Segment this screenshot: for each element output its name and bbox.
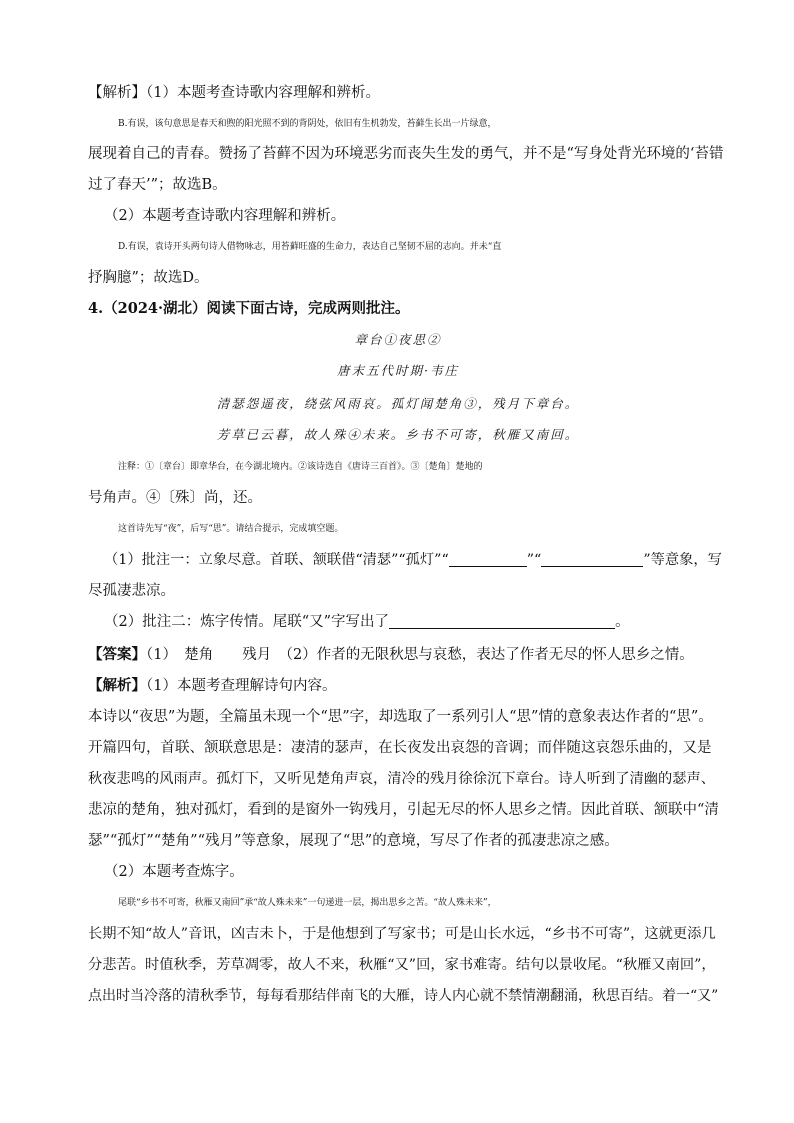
task-1-sep: ”“ — [526, 552, 542, 568]
q3-analysis-line-1: 【解析】（1）本题考查诗歌内容理解和辨析。 — [88, 85, 380, 101]
q3-analysis-line-7: 抒胸臆”；故选D。 — [88, 270, 209, 286]
task-2-text: （2）批注二：炼字传情。尾联“又”字写出了 — [104, 614, 390, 630]
notes-line-2: 号角声。④〔殊〕尚，还。 — [88, 490, 262, 506]
analysis-heading — [88, 676, 708, 696]
poem-line-1: 清瑟怨遥夜，绕弦风雨哀。孤灯闻楚角③，残月下章台。 — [216, 396, 580, 411]
instruction: 这首诗先写“夜”，后写“思”。请结合提示，完成填空题。 — [118, 524, 344, 534]
question-number: 4. — [88, 300, 104, 317]
task-1-text: （1）批注一：立象尽意。首联、颔联借“清瑟”“孤灯”“ — [104, 552, 449, 568]
poem-title: 章台①夜思② — [354, 332, 442, 347]
analysis-line-3: 秋夜悲鸣的风雨声。孤灯下，又听见楚角声哀，清冷的残月徐徐沉下章台。诗人听到了清幽的瑟声、 — [88, 771, 716, 787]
question-4-header — [88, 299, 708, 319]
notes-line-1: 注释：①〔章台〕即章华台，在今湖北境内。②该诗选自《唐诗三百首》。③〔楚角〕楚地的 — [118, 462, 483, 472]
task-1-tail: ”等意象，写 — [643, 552, 722, 568]
answer-line — [88, 645, 708, 665]
q3-analysis-line-6: D.有误，袁诗开头两句诗人借物咏志，用苔藓旺盛的生命力，表达自己坚韧不屈的志向。并未“直 — [118, 242, 502, 252]
task-1-line-2: 尽孤凄悲凉。 — [88, 583, 175, 599]
answer-label: 【答案】 — [88, 646, 146, 663]
analysis-line-2: 开篇四句，首联、颔联意思是：凄清的瑟声，在长夜发出哀怨的音调；而伴随这哀怨乐曲的，又是 — [88, 740, 712, 756]
task-1-line — [104, 550, 724, 570]
poem-line-2: 芳草已云暮，故人殊④未来。乡书不可寄，秋雁又南回。 — [216, 427, 580, 442]
answer-blank-1[interactable] — [449, 551, 527, 567]
analysis-line-8: 长期不知“故人”音讯，凶吉未卜，于是他想到了写家书；可是山长水远，“乡书不可寄”，这就更添几 — [88, 926, 716, 942]
answer-text: （1） 楚角 残月 （2）作者的无限秋思与哀愁，表达了作者无尽的怀人思乡之情。 — [146, 647, 694, 663]
poem-author: 唐末五代时期·韦庄 — [337, 363, 459, 378]
analysis-line-7: 尾联“乡书不可寄，秋雁又南回”承“故人殊未来”一句递进一层，揭出思乡之苦。“故人殊未来”， — [118, 898, 497, 908]
q3-analysis-line-3: 展现着自己的青春。赞扬了苔藓不因为环境恶劣而丧失生发的勇气，并不是“写身处背光环境的‘苔错 — [88, 146, 724, 162]
q3-analysis-line-5: （2）本题考查诗歌内容理解和辨析。 — [104, 208, 346, 224]
analysis-text: （1）本题考查理解诗句内容。 — [146, 678, 337, 694]
analysis-line-1: 本诗以“夜思”为题，全篇虽未现一个“思”字，却选取了一系列引人“思”情的意象表达作者的“思”。 — [88, 709, 713, 725]
task-2-line — [104, 612, 724, 632]
question-source: （2024·湖北） — [103, 300, 207, 317]
analysis-line-4: 悲凉的楚角，独对孤灯，看到的是窗外一钩残月，引起无尽的怀人思乡之情。因此首联、颔联中“清 — [88, 802, 719, 818]
analysis-line-10: 点出时当冷落的清秋季节，每每看那结伴南飞的大雁，诗人内心就不禁情潮翻涌，秋思百结。着一“又” — [88, 988, 719, 1004]
answer-blank-3[interactable] — [389, 613, 615, 629]
analysis-line-6: （2）本题考查炼字。 — [104, 864, 244, 880]
analysis-label: 【解析】 — [88, 677, 146, 694]
task-2-tail: 。 — [615, 614, 630, 630]
q3-analysis-line-4: 过了春天’”；故选B。 — [88, 177, 227, 193]
q3-analysis-line-2: B.有误，该句意思是春天和煦的阳光照不到的背阴处，依旧有生机勃发，苔藓生长出一片绿意， — [118, 119, 497, 129]
analysis-line-9: 分悲苦。时值秋季，芳草凋零，故人不来，秋雁“又”回，家书难寄。结句以景收尾。“秋雁又南回”， — [88, 957, 716, 973]
question-prompt: 阅读下面古诗，完成两则批注。 — [206, 300, 410, 317]
answer-blank-2[interactable] — [541, 551, 643, 567]
analysis-line-5: 瑟”“孤灯”“楚角”“残月”等意象，展现了“思”的意境，写尽了作者的孤凄悲凉之感。 — [88, 833, 619, 849]
